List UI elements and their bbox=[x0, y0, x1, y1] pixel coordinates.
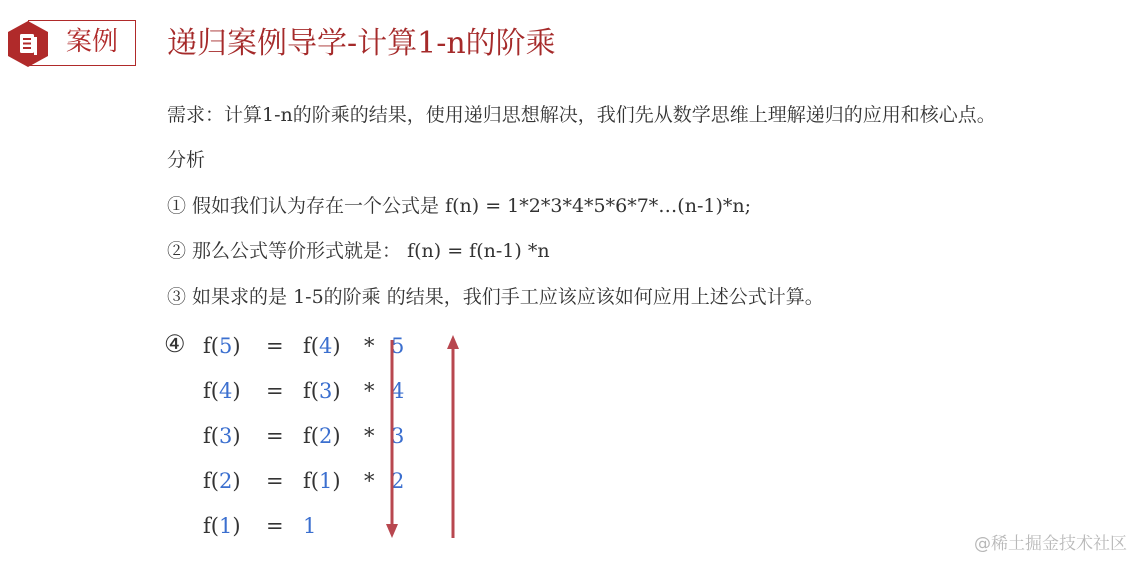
case-badge-label: 案例 bbox=[66, 27, 119, 57]
multiplier: 4 bbox=[391, 379, 405, 403]
rhs-n: 1 bbox=[318, 469, 333, 493]
up-arrow-icon bbox=[447, 335, 459, 538]
equation-rhs bbox=[303, 467, 341, 495]
rhs-close: ) bbox=[332, 379, 341, 403]
lhs-close: ) bbox=[232, 514, 241, 538]
multiply-sign: * bbox=[364, 379, 375, 403]
base-value: 1 bbox=[303, 514, 317, 538]
watermark: @稀土掘金技术社区 bbox=[974, 534, 1127, 554]
equation-rhs bbox=[303, 377, 341, 405]
equation-row bbox=[203, 512, 241, 540]
rhs-n: 2 bbox=[318, 424, 333, 448]
multiply-sign: * bbox=[364, 424, 375, 448]
multiplier: 5 bbox=[391, 334, 405, 358]
rhs-n: 4 bbox=[318, 334, 333, 358]
equation-row bbox=[203, 377, 241, 405]
equals-sign: = bbox=[266, 424, 284, 448]
multiplier: 3 bbox=[391, 424, 405, 448]
equation-row bbox=[203, 422, 241, 450]
rhs-close: ) bbox=[332, 469, 341, 493]
equals-sign: = bbox=[266, 469, 284, 493]
equation-row bbox=[203, 332, 241, 360]
lhs-close: ) bbox=[232, 334, 241, 358]
analysis-point-3: ③ 如果求的是 1-5的阶乘 的结果，我们手工应该应该如何应用上述公式计算。 bbox=[167, 286, 824, 308]
rhs-f: f( bbox=[303, 334, 319, 358]
multiply-sign: * bbox=[364, 334, 375, 358]
lhs-n: 4 bbox=[218, 379, 233, 403]
page-title: 递归案例导学-计算1-n的阶乘 bbox=[167, 26, 556, 61]
lhs-f: f( bbox=[203, 514, 219, 538]
lhs-n: 3 bbox=[218, 424, 233, 448]
analysis-point-2: ② 那么公式等价形式就是： f(n) = f(n-1) *n bbox=[167, 240, 550, 262]
lhs-n: 5 bbox=[218, 334, 233, 358]
rhs-f: f( bbox=[303, 379, 319, 403]
lhs-f: f( bbox=[203, 469, 219, 493]
multiplier: 2 bbox=[391, 469, 405, 493]
lhs-close: ) bbox=[232, 469, 241, 493]
lhs-n: 1 bbox=[218, 514, 233, 538]
rhs-f: f( bbox=[303, 424, 319, 448]
lhs-n: 2 bbox=[218, 469, 233, 493]
case-badge bbox=[6, 20, 136, 66]
rhs-close: ) bbox=[332, 424, 341, 448]
equals-sign: = bbox=[266, 379, 284, 403]
analysis-heading: 分析 bbox=[167, 149, 206, 171]
rhs-f: f( bbox=[303, 469, 319, 493]
step-4-marker: ④ bbox=[164, 330, 186, 358]
equation-rhs bbox=[303, 422, 341, 450]
lhs-f: f( bbox=[203, 379, 219, 403]
equation-row bbox=[203, 467, 241, 495]
requirement-text: 需求：计算1-n的阶乘的结果，使用递归思想解决，我们先从数学思维上理解递归的应用和核心点。 bbox=[167, 104, 996, 126]
document-icon bbox=[6, 20, 50, 68]
equals-sign: = bbox=[266, 514, 284, 538]
rhs-n: 3 bbox=[318, 379, 333, 403]
lhs-close: ) bbox=[232, 379, 241, 403]
rhs-close: ) bbox=[332, 334, 341, 358]
lhs-f: f( bbox=[203, 334, 219, 358]
analysis-point-1: ① 假如我们认为存在一个公式是 f(n) = 1*2*3*4*5*6*7*…(n-1)*n; bbox=[167, 195, 752, 217]
lhs-close: ) bbox=[232, 424, 241, 448]
equation-rhs bbox=[303, 332, 341, 360]
equals-sign: = bbox=[266, 334, 284, 358]
lhs-f: f( bbox=[203, 424, 219, 448]
multiply-sign: * bbox=[364, 469, 375, 493]
